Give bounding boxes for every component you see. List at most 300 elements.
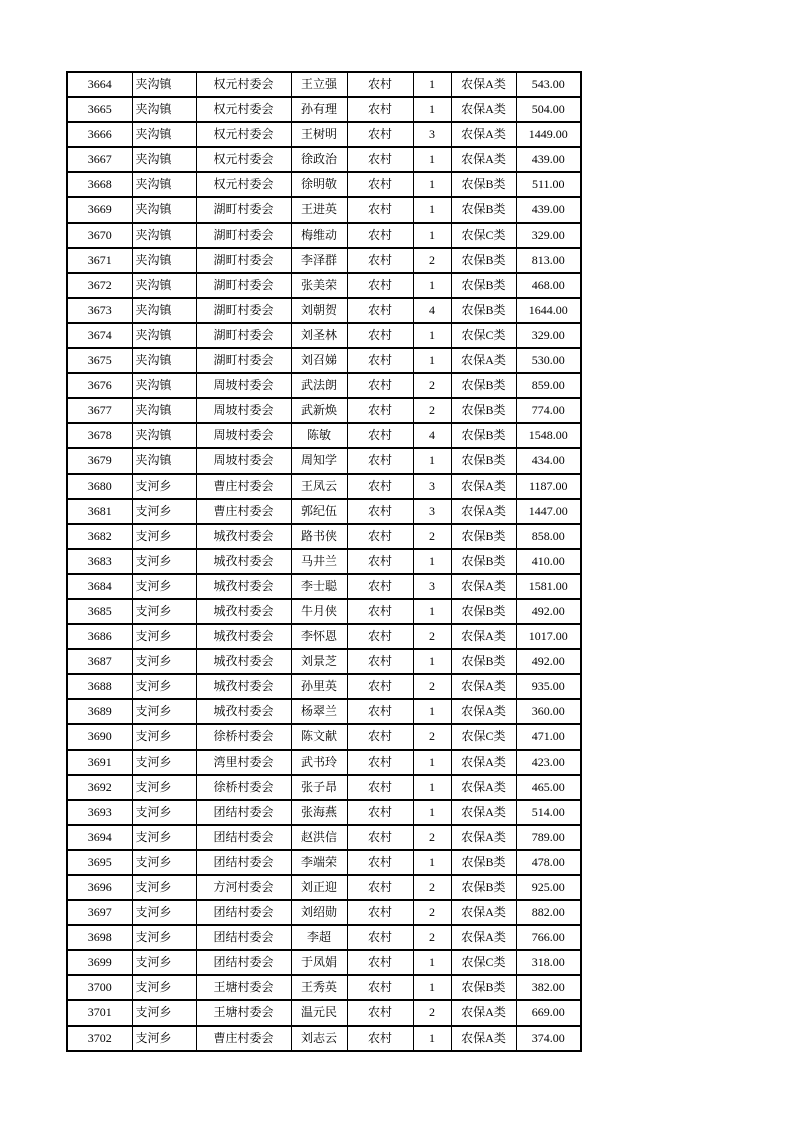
cell-serial: 3673 — [67, 298, 132, 323]
cell-name: 刘召娣 — [291, 348, 347, 373]
cell-count: 1 — [413, 197, 451, 222]
cell-amount: 669.00 — [516, 1000, 581, 1025]
cell-village: 团结村委会 — [196, 850, 291, 875]
cell-count: 1 — [413, 147, 451, 172]
cell-village: 湾里村委会 — [196, 750, 291, 775]
cell-category: 农保A类 — [451, 750, 516, 775]
cell-count: 1 — [413, 800, 451, 825]
cell-residence: 农村 — [347, 423, 413, 448]
cell-count: 1 — [413, 97, 451, 122]
table-row — [67, 900, 581, 925]
cell-residence: 农村 — [347, 524, 413, 549]
cell-village: 湖町村委会 — [196, 273, 291, 298]
table-row — [67, 97, 581, 122]
cell-amount: 382.00 — [516, 975, 581, 1000]
cell-town: 夹沟镇 — [132, 72, 196, 97]
cell-name: 王立强 — [291, 72, 347, 97]
cell-serial: 3677 — [67, 398, 132, 423]
table-body — [67, 72, 581, 1051]
cell-name: 李泽群 — [291, 248, 347, 273]
cell-amount: 514.00 — [516, 800, 581, 825]
cell-name: 孙有理 — [291, 97, 347, 122]
table-row — [67, 599, 581, 624]
cell-category: 农保C类 — [451, 950, 516, 975]
cell-serial: 3700 — [67, 975, 132, 1000]
cell-amount: 1548.00 — [516, 423, 581, 448]
cell-category: 农保B类 — [451, 423, 516, 448]
cell-category: 农保A类 — [451, 900, 516, 925]
cell-category: 农保A类 — [451, 147, 516, 172]
cell-amount: 1017.00 — [516, 624, 581, 649]
cell-serial: 3686 — [67, 624, 132, 649]
cell-village: 城孜村委会 — [196, 699, 291, 724]
cell-residence: 农村 — [347, 649, 413, 674]
cell-amount: 471.00 — [516, 724, 581, 749]
cell-serial: 3698 — [67, 925, 132, 950]
cell-amount: 789.00 — [516, 825, 581, 850]
cell-residence: 农村 — [347, 549, 413, 574]
table-row — [67, 348, 581, 373]
cell-town: 支河乡 — [132, 750, 196, 775]
cell-serial: 3687 — [67, 649, 132, 674]
cell-town: 夹沟镇 — [132, 373, 196, 398]
cell-village: 湖町村委会 — [196, 323, 291, 348]
cell-town: 夹沟镇 — [132, 122, 196, 147]
cell-category: 农保A类 — [451, 122, 516, 147]
cell-serial: 3671 — [67, 248, 132, 273]
cell-name: 武新焕 — [291, 398, 347, 423]
table-row — [67, 574, 581, 599]
cell-village: 团结村委会 — [196, 925, 291, 950]
cell-amount: 492.00 — [516, 649, 581, 674]
cell-count: 1 — [413, 975, 451, 1000]
cell-residence: 农村 — [347, 775, 413, 800]
cell-count: 2 — [413, 825, 451, 850]
cell-name: 张美荣 — [291, 273, 347, 298]
cell-village: 周坡村委会 — [196, 423, 291, 448]
cell-town: 支河乡 — [132, 975, 196, 1000]
table-row — [67, 474, 581, 499]
table-row — [67, 172, 581, 197]
cell-residence: 农村 — [347, 474, 413, 499]
cell-name: 刘朝贺 — [291, 298, 347, 323]
cell-name: 刘景芝 — [291, 649, 347, 674]
cell-count: 1 — [413, 950, 451, 975]
cell-count: 2 — [413, 724, 451, 749]
cell-count: 2 — [413, 398, 451, 423]
table-row — [67, 724, 581, 749]
table-row — [67, 750, 581, 775]
cell-village: 团结村委会 — [196, 950, 291, 975]
cell-village: 曹庄村委会 — [196, 474, 291, 499]
cell-name: 杨翠兰 — [291, 699, 347, 724]
table-row — [67, 649, 581, 674]
table-row — [67, 373, 581, 398]
cell-name: 路书侠 — [291, 524, 347, 549]
cell-serial: 3678 — [67, 423, 132, 448]
cell-village: 湖町村委会 — [196, 223, 291, 248]
cell-name: 王凤云 — [291, 474, 347, 499]
cell-count: 1 — [413, 323, 451, 348]
cell-town: 夹沟镇 — [132, 398, 196, 423]
cell-village: 徐桥村委会 — [196, 724, 291, 749]
cell-category: 农保A类 — [451, 474, 516, 499]
cell-town: 支河乡 — [132, 524, 196, 549]
benefits-table — [66, 71, 582, 1052]
cell-serial: 3693 — [67, 800, 132, 825]
cell-town: 支河乡 — [132, 474, 196, 499]
cell-name: 李端荣 — [291, 850, 347, 875]
cell-amount: 766.00 — [516, 925, 581, 950]
cell-residence: 农村 — [347, 825, 413, 850]
cell-serial: 3669 — [67, 197, 132, 222]
cell-village: 城孜村委会 — [196, 549, 291, 574]
cell-count: 2 — [413, 875, 451, 900]
cell-serial: 3699 — [67, 950, 132, 975]
cell-village: 权元村委会 — [196, 147, 291, 172]
cell-serial: 3665 — [67, 97, 132, 122]
cell-amount: 478.00 — [516, 850, 581, 875]
table-row — [67, 549, 581, 574]
cell-count: 2 — [413, 925, 451, 950]
cell-amount: 530.00 — [516, 348, 581, 373]
cell-name: 周知学 — [291, 448, 347, 473]
cell-town: 夹沟镇 — [132, 223, 196, 248]
cell-count: 1 — [413, 549, 451, 574]
cell-residence: 农村 — [347, 624, 413, 649]
cell-village: 城孜村委会 — [196, 624, 291, 649]
cell-serial: 3691 — [67, 750, 132, 775]
table-row — [67, 398, 581, 423]
cell-residence: 农村 — [347, 599, 413, 624]
cell-count: 2 — [413, 674, 451, 699]
cell-category: 农保A类 — [451, 499, 516, 524]
cell-count: 1 — [413, 750, 451, 775]
cell-village: 团结村委会 — [196, 800, 291, 825]
cell-amount: 504.00 — [516, 97, 581, 122]
cell-residence: 农村 — [347, 574, 413, 599]
cell-town: 夹沟镇 — [132, 248, 196, 273]
cell-count: 2 — [413, 624, 451, 649]
table-row — [67, 298, 581, 323]
cell-category: 农保B类 — [451, 975, 516, 1000]
cell-name: 张海燕 — [291, 800, 347, 825]
cell-count: 2 — [413, 373, 451, 398]
table-row — [67, 323, 581, 348]
cell-name: 王进英 — [291, 197, 347, 222]
cell-village: 周坡村委会 — [196, 398, 291, 423]
cell-count: 3 — [413, 122, 451, 147]
cell-serial: 3680 — [67, 474, 132, 499]
cell-serial: 3684 — [67, 574, 132, 599]
cell-town: 夹沟镇 — [132, 448, 196, 473]
cell-town: 支河乡 — [132, 599, 196, 624]
table-row — [67, 147, 581, 172]
cell-residence: 农村 — [347, 122, 413, 147]
cell-category: 农保A类 — [451, 624, 516, 649]
cell-count: 1 — [413, 599, 451, 624]
cell-serial: 3694 — [67, 825, 132, 850]
cell-name: 李怀恩 — [291, 624, 347, 649]
cell-village: 权元村委会 — [196, 122, 291, 147]
cell-serial: 3675 — [67, 348, 132, 373]
cell-amount: 882.00 — [516, 900, 581, 925]
cell-name: 李士聪 — [291, 574, 347, 599]
cell-name: 王秀英 — [291, 975, 347, 1000]
cell-serial: 3672 — [67, 273, 132, 298]
cell-name: 赵洪信 — [291, 825, 347, 850]
cell-village: 团结村委会 — [196, 900, 291, 925]
cell-residence: 农村 — [347, 724, 413, 749]
cell-category: 农保B类 — [451, 599, 516, 624]
cell-residence: 农村 — [347, 298, 413, 323]
table-row — [67, 850, 581, 875]
cell-residence: 农村 — [347, 850, 413, 875]
cell-category: 农保B类 — [451, 298, 516, 323]
cell-amount: 925.00 — [516, 875, 581, 900]
cell-serial: 3668 — [67, 172, 132, 197]
cell-village: 周坡村委会 — [196, 448, 291, 473]
cell-town: 夹沟镇 — [132, 172, 196, 197]
cell-amount: 935.00 — [516, 674, 581, 699]
cell-name: 陈敏 — [291, 423, 347, 448]
cell-amount: 1187.00 — [516, 474, 581, 499]
table-row — [67, 197, 581, 222]
cell-count: 1 — [413, 348, 451, 373]
cell-serial: 3666 — [67, 122, 132, 147]
cell-village: 湖町村委会 — [196, 298, 291, 323]
cell-name: 郭纪伍 — [291, 499, 347, 524]
cell-residence: 农村 — [347, 273, 413, 298]
cell-amount: 318.00 — [516, 950, 581, 975]
cell-village: 湖町村委会 — [196, 248, 291, 273]
cell-town: 夹沟镇 — [132, 298, 196, 323]
cell-town: 夹沟镇 — [132, 348, 196, 373]
cell-amount: 434.00 — [516, 448, 581, 473]
cell-count: 1 — [413, 775, 451, 800]
cell-category: 农保B类 — [451, 398, 516, 423]
cell-name: 刘圣林 — [291, 323, 347, 348]
cell-residence: 农村 — [347, 750, 413, 775]
cell-village: 城孜村委会 — [196, 649, 291, 674]
table-row — [67, 448, 581, 473]
cell-town: 支河乡 — [132, 925, 196, 950]
cell-town: 支河乡 — [132, 850, 196, 875]
cell-category: 农保B类 — [451, 850, 516, 875]
cell-residence: 农村 — [347, 499, 413, 524]
cell-category: 农保B类 — [451, 649, 516, 674]
cell-serial: 3688 — [67, 674, 132, 699]
cell-amount: 465.00 — [516, 775, 581, 800]
cell-town: 支河乡 — [132, 624, 196, 649]
table-row — [67, 423, 581, 448]
cell-category: 农保B类 — [451, 273, 516, 298]
cell-village: 城孜村委会 — [196, 674, 291, 699]
cell-name: 刘绍勋 — [291, 900, 347, 925]
cell-serial: 3697 — [67, 900, 132, 925]
cell-village: 团结村委会 — [196, 825, 291, 850]
cell-category: 农保B类 — [451, 524, 516, 549]
cell-village: 方河村委会 — [196, 875, 291, 900]
cell-category: 农保A类 — [451, 699, 516, 724]
cell-town: 支河乡 — [132, 699, 196, 724]
cell-amount: 360.00 — [516, 699, 581, 724]
cell-serial: 3683 — [67, 549, 132, 574]
cell-town: 支河乡 — [132, 950, 196, 975]
cell-serial: 3692 — [67, 775, 132, 800]
cell-town: 夹沟镇 — [132, 323, 196, 348]
cell-count: 1 — [413, 223, 451, 248]
cell-village: 城孜村委会 — [196, 574, 291, 599]
table-row — [67, 674, 581, 699]
cell-amount: 1447.00 — [516, 499, 581, 524]
cell-count: 3 — [413, 474, 451, 499]
table-row — [67, 800, 581, 825]
cell-name: 陈文献 — [291, 724, 347, 749]
cell-residence: 农村 — [347, 147, 413, 172]
cell-village: 王塘村委会 — [196, 975, 291, 1000]
cell-count: 1 — [413, 72, 451, 97]
cell-count: 4 — [413, 423, 451, 448]
table-row — [67, 875, 581, 900]
cell-amount: 329.00 — [516, 223, 581, 248]
table-row — [67, 499, 581, 524]
cell-name: 张子昂 — [291, 775, 347, 800]
table-row — [67, 775, 581, 800]
cell-town: 夹沟镇 — [132, 423, 196, 448]
cell-name: 刘正迎 — [291, 875, 347, 900]
cell-name: 孙里英 — [291, 674, 347, 699]
cell-category: 农保C类 — [451, 223, 516, 248]
cell-count: 1 — [413, 699, 451, 724]
cell-residence: 农村 — [347, 950, 413, 975]
cell-serial: 3664 — [67, 72, 132, 97]
cell-serial: 3676 — [67, 373, 132, 398]
cell-town: 夹沟镇 — [132, 273, 196, 298]
cell-town: 支河乡 — [132, 800, 196, 825]
cell-amount: 1644.00 — [516, 298, 581, 323]
cell-village: 权元村委会 — [196, 72, 291, 97]
cell-serial: 3679 — [67, 448, 132, 473]
table-row — [67, 825, 581, 850]
cell-town: 支河乡 — [132, 649, 196, 674]
cell-village: 城孜村委会 — [196, 599, 291, 624]
cell-town: 支河乡 — [132, 499, 196, 524]
cell-amount: 813.00 — [516, 248, 581, 273]
cell-amount: 439.00 — [516, 147, 581, 172]
cell-count: 1 — [413, 448, 451, 473]
cell-serial: 3667 — [67, 147, 132, 172]
cell-name: 牛月侠 — [291, 599, 347, 624]
cell-residence: 农村 — [347, 97, 413, 122]
cell-residence: 农村 — [347, 900, 413, 925]
cell-village: 湖町村委会 — [196, 197, 291, 222]
cell-residence: 农村 — [347, 699, 413, 724]
cell-amount: 423.00 — [516, 750, 581, 775]
cell-name: 刘志云 — [291, 1026, 347, 1051]
cell-serial: 3682 — [67, 524, 132, 549]
cell-category: 农保B类 — [451, 197, 516, 222]
cell-name: 徐政治 — [291, 147, 347, 172]
cell-name: 于凤娟 — [291, 950, 347, 975]
cell-town: 夹沟镇 — [132, 147, 196, 172]
cell-town: 支河乡 — [132, 674, 196, 699]
cell-town: 支河乡 — [132, 1026, 196, 1051]
cell-count: 3 — [413, 574, 451, 599]
cell-serial: 3702 — [67, 1026, 132, 1051]
cell-town: 支河乡 — [132, 574, 196, 599]
cell-count: 1 — [413, 172, 451, 197]
cell-town: 支河乡 — [132, 1000, 196, 1025]
cell-town: 支河乡 — [132, 724, 196, 749]
table-row — [67, 1026, 581, 1051]
cell-category: 农保A类 — [451, 574, 516, 599]
cell-serial: 3696 — [67, 875, 132, 900]
cell-name: 马井兰 — [291, 549, 347, 574]
table-row — [67, 72, 581, 97]
cell-count: 1 — [413, 649, 451, 674]
table-row — [67, 950, 581, 975]
cell-count: 2 — [413, 1000, 451, 1025]
cell-residence: 农村 — [347, 1026, 413, 1051]
cell-residence: 农村 — [347, 875, 413, 900]
cell-amount: 329.00 — [516, 323, 581, 348]
cell-count: 2 — [413, 900, 451, 925]
table-row — [67, 248, 581, 273]
cell-name: 王树明 — [291, 122, 347, 147]
cell-town: 支河乡 — [132, 900, 196, 925]
cell-count: 3 — [413, 499, 451, 524]
cell-residence: 农村 — [347, 197, 413, 222]
cell-residence: 农村 — [347, 398, 413, 423]
table-row — [67, 925, 581, 950]
cell-town: 夹沟镇 — [132, 97, 196, 122]
table-row — [67, 1000, 581, 1025]
cell-amount: 492.00 — [516, 599, 581, 624]
cell-village: 城孜村委会 — [196, 524, 291, 549]
cell-residence: 农村 — [347, 1000, 413, 1025]
cell-amount: 439.00 — [516, 197, 581, 222]
cell-village: 周坡村委会 — [196, 373, 291, 398]
cell-category: 农保B类 — [451, 373, 516, 398]
table-row — [67, 273, 581, 298]
table-row — [67, 975, 581, 1000]
cell-serial: 3701 — [67, 1000, 132, 1025]
cell-residence: 农村 — [347, 172, 413, 197]
cell-count: 2 — [413, 524, 451, 549]
cell-category: 农保A类 — [451, 925, 516, 950]
cell-name: 梅维动 — [291, 223, 347, 248]
cell-category: 农保A类 — [451, 825, 516, 850]
cell-category: 农保A类 — [451, 1000, 516, 1025]
cell-category: 农保A类 — [451, 674, 516, 699]
cell-count: 1 — [413, 273, 451, 298]
cell-town: 支河乡 — [132, 775, 196, 800]
cell-town: 支河乡 — [132, 549, 196, 574]
cell-category: 农保B类 — [451, 549, 516, 574]
cell-town: 支河乡 — [132, 825, 196, 850]
cell-serial: 3670 — [67, 223, 132, 248]
cell-amount: 774.00 — [516, 398, 581, 423]
cell-residence: 农村 — [347, 373, 413, 398]
table-row — [67, 524, 581, 549]
cell-village: 曹庄村委会 — [196, 499, 291, 524]
cell-village: 王塘村委会 — [196, 1000, 291, 1025]
cell-residence: 农村 — [347, 72, 413, 97]
table-row — [67, 624, 581, 649]
cell-residence: 农村 — [347, 925, 413, 950]
cell-serial: 3689 — [67, 699, 132, 724]
